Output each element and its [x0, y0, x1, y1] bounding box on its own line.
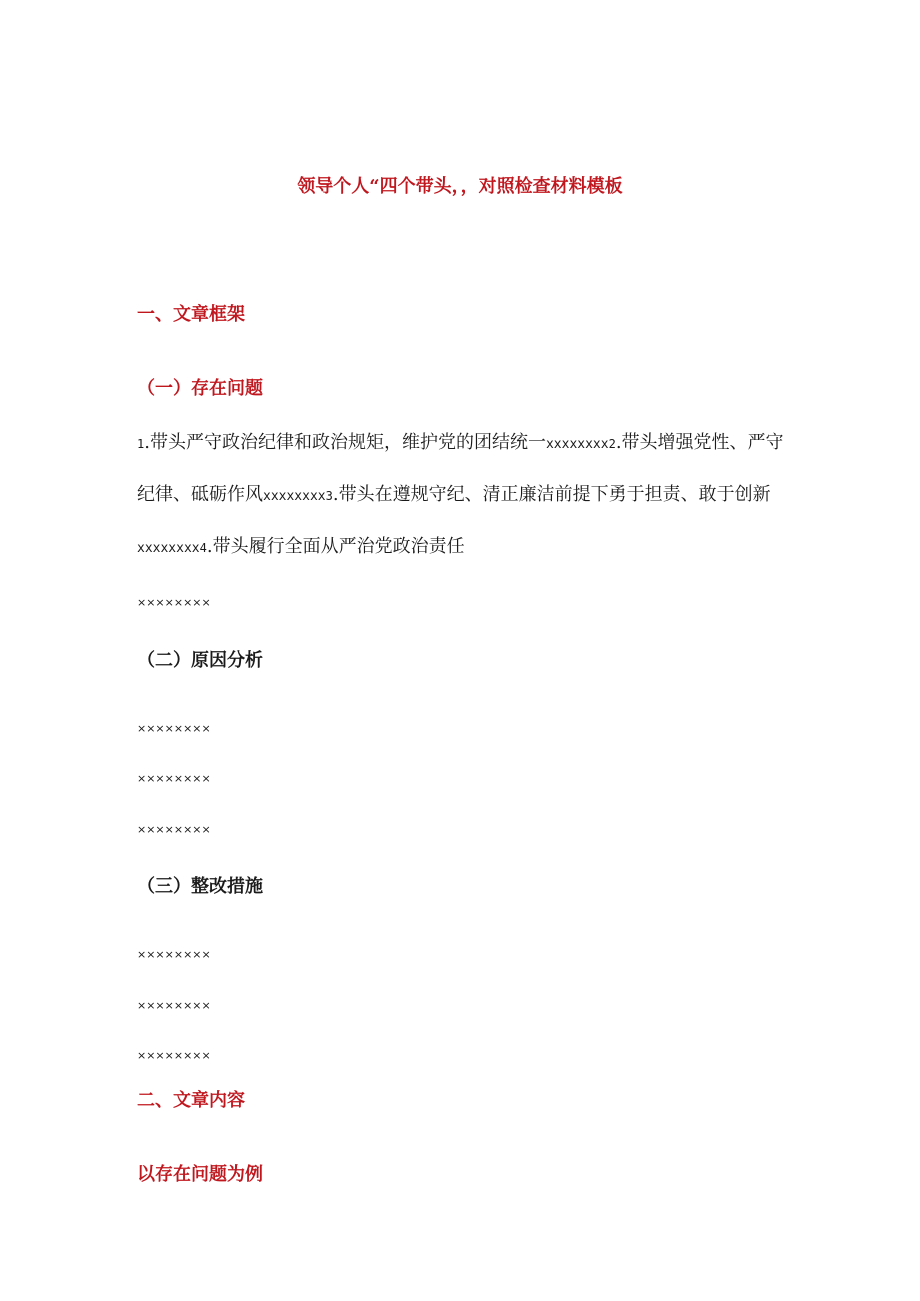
section-heading-content: 二、文章内容: [137, 1090, 245, 1111]
item-text: .带头履行全面从严治党政治责任: [206, 536, 465, 557]
section-heading-framework: 一、文章框架: [137, 304, 245, 325]
placeholder-line: ××××××××: [137, 596, 211, 609]
item-placeholder: xxxxxxxx: [263, 489, 326, 504]
item-placeholder: xxxxxxxx: [137, 541, 200, 556]
item-number: 3: [325, 489, 333, 503]
placeholder-line: ××××××××: [137, 823, 211, 836]
item-number: 4: [199, 541, 207, 555]
subsection-heading-example: 以存在问题为例: [137, 1164, 263, 1185]
placeholder-line: ××××××××: [137, 1049, 211, 1062]
placeholder-line: ××××××××: [137, 722, 211, 735]
document-title: 领导个人“四个带头，，对照检查材料模板: [297, 176, 623, 197]
placeholder-line: ××××××××: [137, 772, 211, 785]
subsection-heading-problems: （一）存在问题: [137, 378, 263, 399]
item-number: 1: [137, 437, 145, 451]
subsection-heading-causes: （二）原因分析: [137, 650, 263, 671]
item-text: .带头增强党性、严守纪律、砥砺作风: [137, 432, 784, 505]
item-number: 2: [608, 437, 616, 451]
problems-paragraph: [137, 418, 787, 574]
placeholder-line: ××××××××: [137, 999, 211, 1012]
item-text: .带头在遵规守纪、清正廉洁前提下勇于担责、敢于创新: [332, 484, 771, 505]
placeholder-line: ××××××××: [137, 948, 211, 961]
item-text: .带头严守政治纪律和政治规矩，维护党的团结统一: [144, 432, 546, 453]
subsection-heading-measures: （三）整改措施: [137, 876, 263, 897]
item-placeholder: xxxxxxxx: [545, 437, 609, 452]
